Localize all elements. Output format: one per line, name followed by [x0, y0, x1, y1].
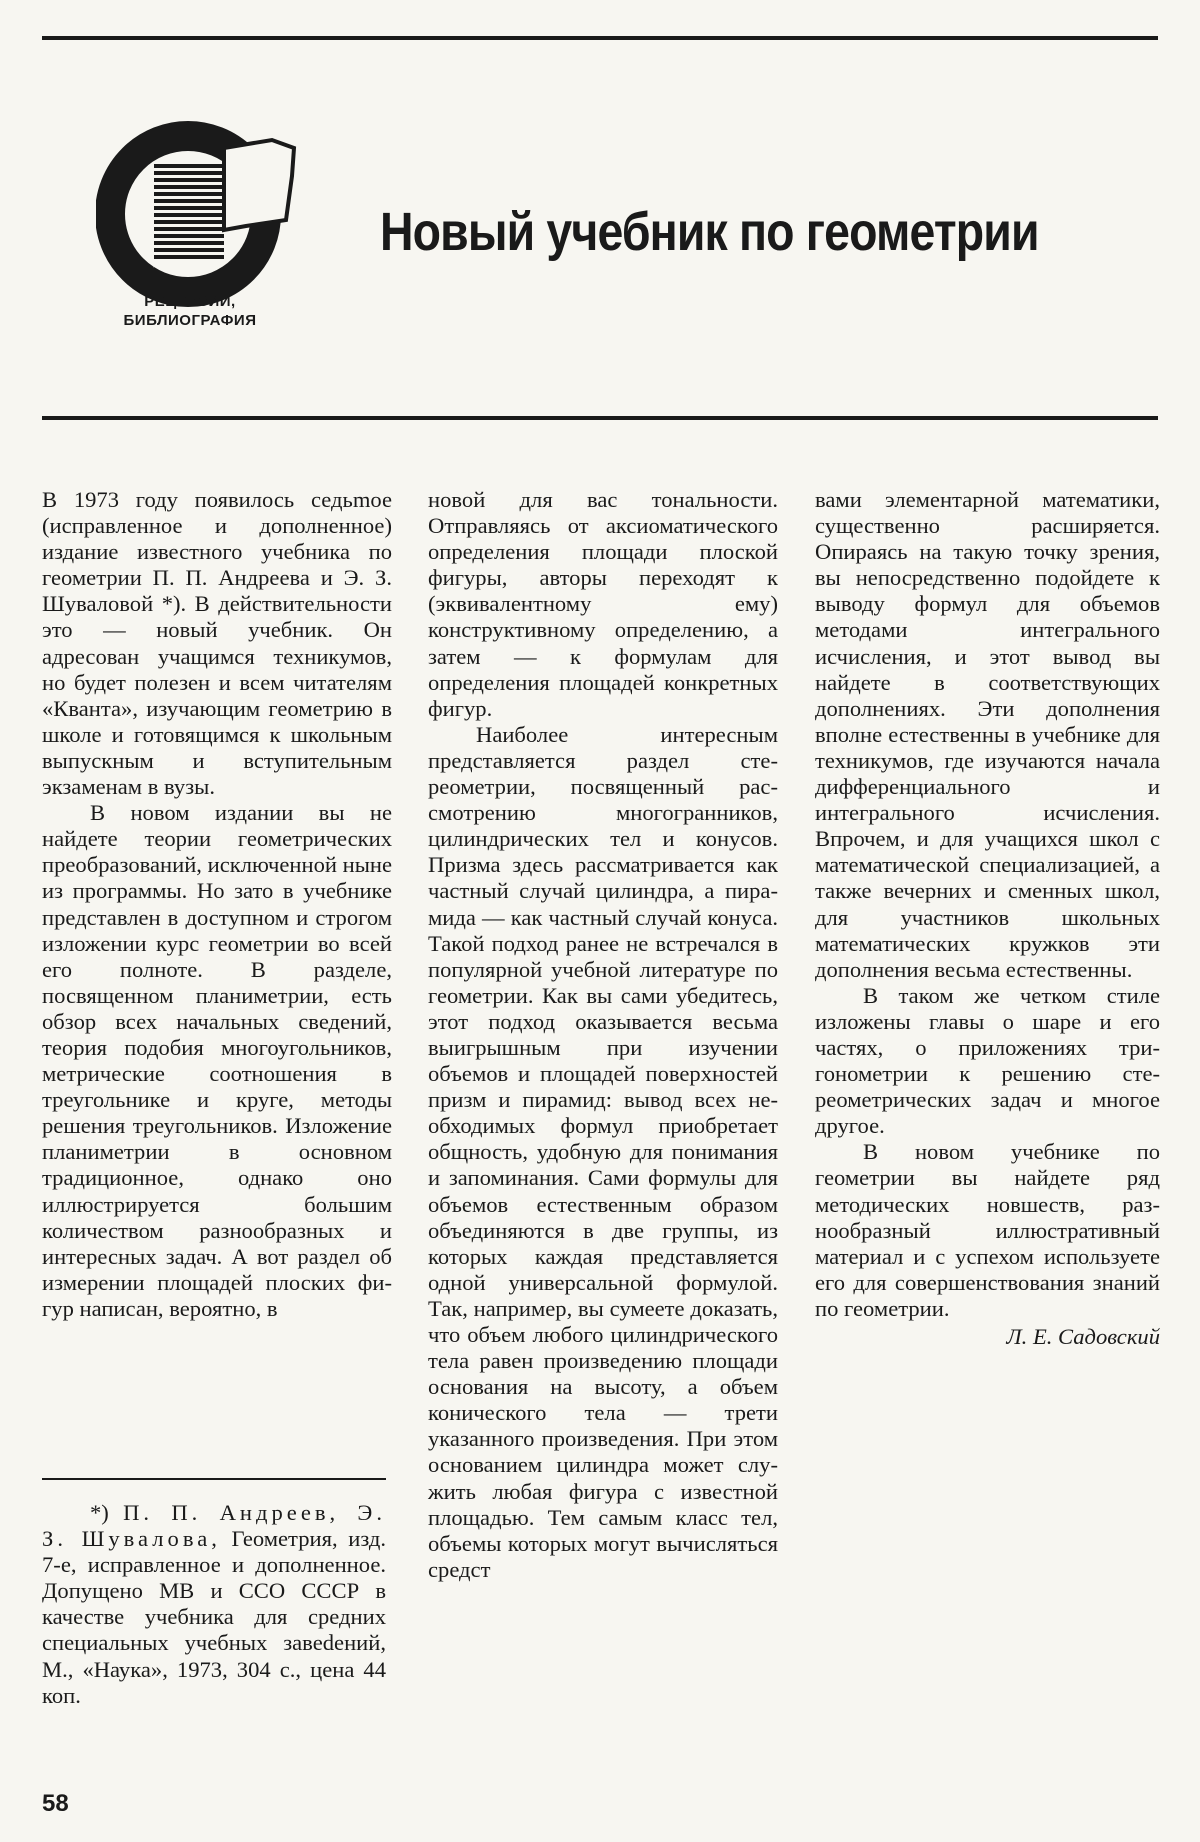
header-rule [42, 416, 1158, 420]
author-signature: Л. Е. Садовский [1006, 1324, 1160, 1349]
paragraph: новой для вас тональности. Отправляясь от аксиоматического определения площади плоской фигуры, авторы переходят к (эквивалентному ему) конструктивному определению, а затем — к формулам для определения площадей конкретных фигур. [428, 487, 778, 721]
footnote-marker: *) [90, 1500, 109, 1525]
footnote-rule [42, 1478, 386, 1480]
section-label [100, 292, 280, 330]
text-column-2 [428, 487, 778, 1583]
text-column-3 [815, 487, 1160, 1350]
paragraph: В таком же четком стиле изложены главы о шаре и его частях, о приложениях тригонометрии к решению стереометрических задач и многое другое. [815, 982, 1160, 1139]
footnote-text: Геометрия, изд. 7-е, исправленное и дополненное. Допущено МВ и ССО СССР в качестве учебника для средних специальных учебных завеdений, М., «Наука», 1973, 304 с., цена 44 коп. [42, 1526, 386, 1708]
text-column-1 [42, 487, 392, 1322]
footnote-authors: П. П. Андреев, Э. З. Шувалова, [42, 1500, 386, 1552]
paragraph: В 1973 году появилось седьmое (исправленное и дополненное) издание известного учебника по геометрии П. П. Андреева и Э. З. Шуваловой *). В действительности это — новый учебник. Он адресован учащимся техникумов, но будет полезен и всем читателям «Кванта», изучающим геометрию в школе и готовящимся к школьным выпускным и вступительным экзаменам в вузы. [42, 487, 392, 800]
paragraph: В новом издании вы не найдете теории геометрических преобразований, исключенной ныне из программы. Но зато в учебнике представлен в доступном и строгом изложении курс геометрии во всей его полноте. В разделе, посвященном планиметрии, есть обзор всех начальных сведений, теория подобия многоугольников, метрические соотношения в треугольнике и круге, методы решения треугольников. Изложение планиметрии в основном традиционное, однако оно иллюстрируется большим количеством разнообразных и интересных задач. А вот раздел об измерении площадей плоских фигур написан, вероятно, в [42, 800, 392, 1321]
section-label-line2: БИБЛИОГРАФИЯ [123, 312, 257, 329]
page-number: 58 [42, 1790, 69, 1817]
reviews-bibliography-logo-icon [96, 118, 306, 318]
article-title: Новый учебник по геометрии [380, 202, 1039, 262]
paragraph: вами элементарной математики, существенно расширяется. Опираясь на такую точку зрения, вы непосредственно подойдете к выводу формул для объемов методами интегрального исчисления, и этот вывод вы найдете в соответствующих дополнениях. Эти дополнения вполне естественны в учебнике для техникумов, где изучаются начала дифференциального и интегрального исчисления. Впрочем, и для учащихся школ с математической специализацией, а также вечерних и сменных школ, для участников школьных математических кружков эти дополнения весьма естественны. [815, 487, 1160, 982]
top-rule [42, 36, 1158, 40]
footnote [42, 1500, 386, 1709]
section-label-line1: РЕЦЕНЗИИ, [144, 293, 236, 310]
paragraph: Наиболее интересным представляется раздел стереометрии, посвященный рассмотрению многогранников, цилиндрических тел и конусов. Призма здесь рассматривается как частный случай цилиндра, а пирамида — как частный случай конуса. Такой подход ранее не встречался в популярной учебной литературе по геометрии. Как вы сами убедитесь, этот подход оказывается весьма выигрышным при изучении объемов и площадей поверхностей призм и пирамид: вывод всех необходимых формул приобретает общность, удобную для понимания и запоминания. Сами формулы для объемов естественным образом объединяются в две группы, из которых каждая представляется одной универсальной формулой. Так, например, вы сумеете доказать, что объем любого цилиндрического тела равен произведению площади основания на высоту, а объем конического тела — трети указанного произведения. При этом основанием цилиндра может служить любая фигура с известной площадью. Тем самым класс тел, объемы которых могут вычисляться средст [428, 721, 778, 1582]
paragraph: В новом учебнике по геометрии вы найдете ряд методических новшеств, разнообразный иллюстративный материал и с успехом используете его для совершенствования знаний по геометрии. [815, 1139, 1160, 1321]
